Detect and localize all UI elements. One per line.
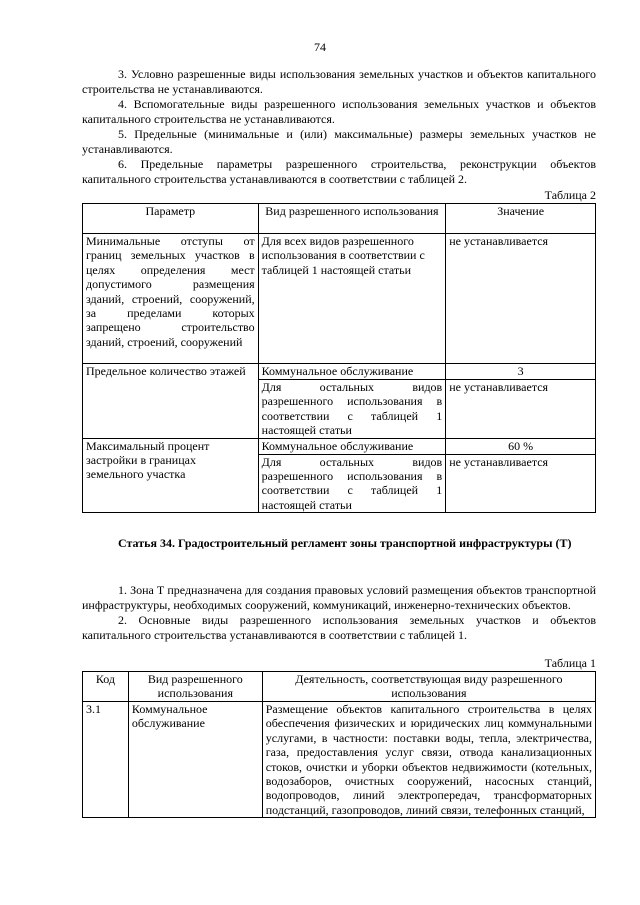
zone-paragraphs [82, 583, 596, 643]
table2-row1-param: Минимальные отступы от границ земельных участков в целях определения мест допустимого размещения зданий, строений, сооружений, за пределами которых запрещено строительство зданий, строений, сооружений [83, 234, 259, 364]
table2-row2-value-a: 3 [446, 364, 596, 380]
paragraph-5: 5. Предельные (минимальные и (или) максимальные) размеры земельных участков не устанавливаются. [82, 127, 596, 156]
table1-row1-kind: Коммунальное обслуживание [128, 702, 262, 818]
table-1 [82, 671, 596, 818]
table1-header-kind: Вид разрешенного использования [128, 672, 262, 702]
table2-row3-value-a: 60 % [446, 438, 596, 454]
table2-header-param: Параметр [83, 204, 259, 234]
paragraph-zone-2: 2. Основные виды разрешенного использования земельных участков и объектов капитального строительства устанавливаются в соответствии с таблицей 1. [82, 613, 596, 642]
table2-row2-value-b: не устанавливается [446, 380, 596, 439]
table2-row2-kind-b: Для остальных видов разрешенного использования в соответствии с таблицей 1 настоящей статьи [258, 380, 446, 439]
table2-row3-value-b: не устанавливается [446, 454, 596, 513]
table2-row2-param: Предельное количество этажей [83, 364, 259, 439]
table1-header-code: Код [83, 672, 129, 702]
paragraph-zone-1: 1. Зона Т предназначена для создания правовых условий размещения объектов транспортной инфраструктуры, необходимых сооружений, коммуникаций, инженерно-технических объектов. [82, 583, 596, 612]
table2-caption: Таблица 2 [544, 188, 596, 202]
paragraph-3: 3. Условно разрешенные виды использования земельных участков и объектов капитального строительства не устанавливаются. [82, 67, 596, 96]
table2-row3-param: Максимальный процент застройки в границах земельного участка [83, 438, 259, 513]
table-2 [82, 203, 596, 513]
table1-row1-code: 3.1 [83, 702, 129, 818]
table2-row3-kind-b: Для остальных видов разрешенного использования в соответствии с таблицей 1 настоящей статьи [258, 454, 446, 513]
table1-row1-activity: Размещение объектов капитального строительства в целях обеспечения физических и юридических лиц коммунальными услугами, в частности: поставки воды, тепла, электричества, газа, предоставления услуг связи, отвода канализационных стоков, очистки и уборки объектов недвижимости (котельных, водозаборов, очистных сооружений, насосных станций, водопроводов, линий электропередач, трансформаторных подстанций, газопроводов, линий связи, телефонных станций, [262, 702, 595, 818]
table2-header-value: Значение [446, 204, 596, 234]
paragraph-4: 4. Вспомогательные виды разрешенного использования земельных участков и объектов капитального строительства не устанавливаются. [82, 97, 596, 126]
table2-row1-kind: Для всех видов разрешенного использования в соответствии с таблицей 1 настоящей статьи [258, 234, 446, 364]
intro-paragraphs [82, 67, 596, 187]
table2-row2-kind-a: Коммунальное обслуживание [258, 364, 446, 380]
table1-header-activity: Деятельность, соответствующая виду разрешенного использования [262, 672, 595, 702]
table1-caption: Таблица 1 [544, 656, 596, 670]
article-heading: Статья 34. Градостроительный регламент зоны транспортной инфраструктуры (Т) [118, 536, 572, 550]
page-number: 74 [314, 40, 326, 54]
table2-row3-kind-a: Коммунальное обслуживание [258, 438, 446, 454]
paragraph-6: 6. Предельные параметры разрешенного строительства, реконструкции объектов капитального строительства устанавливаются в соответствии с таблицей 2. [82, 157, 596, 186]
table2-row1-value: не устанавливается [446, 234, 596, 364]
table2-header-kind: Вид разрешенного использования [258, 204, 446, 234]
